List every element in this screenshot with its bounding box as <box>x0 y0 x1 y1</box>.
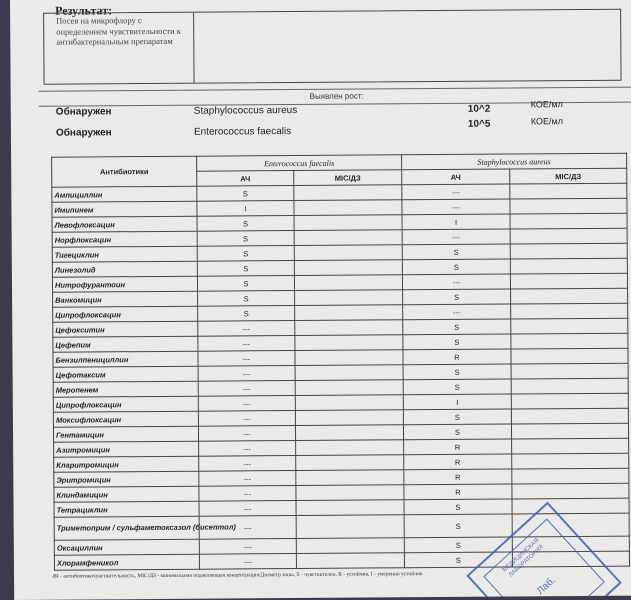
test-name: Посев на микрофлору с определением чувствительности к антибактериальным препаратам <box>44 13 194 84</box>
antibiotic-name: Бензилпенициллин <box>53 351 198 367</box>
sa-ach-cell: S <box>402 244 510 260</box>
col-mic: MIC/ДЗ <box>294 170 402 186</box>
sa-ach-cell: S <box>403 379 511 395</box>
ef-ach-cell: --- <box>198 426 295 442</box>
ef-ach-cell: S <box>197 186 294 202</box>
result-form <box>10 0 631 600</box>
sa-mic-cell <box>510 213 627 229</box>
ef-ach-cell: --- <box>199 456 296 472</box>
sa-ach-cell: S <box>404 537 512 553</box>
antibiotic-name: Эритромицин <box>54 471 199 487</box>
sa-ach-cell: S <box>403 334 511 350</box>
sa-mic-cell <box>511 423 628 439</box>
sa-mic-cell <box>512 438 629 454</box>
ef-mic-cell <box>295 425 403 441</box>
col-ach: АЧ <box>197 171 294 187</box>
sa-ach-cell: --- <box>403 304 511 320</box>
stamp-text: МЕДИЦИНСКАЯ ЛАБОРАТОРИЯ <box>501 537 545 579</box>
ef-mic-cell <box>294 200 402 216</box>
antibiotic-name: Ампициллин <box>52 186 197 202</box>
sa-mic-cell <box>511 393 628 409</box>
sa-ach-cell: --- <box>402 229 510 245</box>
antibiotic-name: Азитромицин <box>54 441 199 457</box>
sa-mic-cell <box>512 468 629 484</box>
ef-ach-cell: --- <box>199 486 296 502</box>
test-box <box>43 9 621 85</box>
ef-ach-cell: --- <box>199 441 296 457</box>
ef-ach-cell: --- <box>198 351 295 367</box>
sa-ach-cell: S <box>404 514 512 538</box>
sa-ach-cell: S <box>402 259 510 275</box>
ef-mic-cell <box>296 515 404 539</box>
org1-header: Enterococcus faecalis <box>197 155 402 171</box>
sa-ach-cell: R <box>404 469 512 485</box>
finding-unit: КОЕ/мл <box>530 116 563 127</box>
ef-mic-cell <box>294 260 402 276</box>
sa-ach-cell: S <box>403 409 511 425</box>
antibiotic-name: Ципрофлоксацин <box>53 396 198 412</box>
sa-mic-cell <box>511 378 628 394</box>
ef-ach-cell: S <box>198 291 295 307</box>
antibiotic-name: Клиндамицин <box>54 486 199 502</box>
antibiotic-name: Левофлоксацин <box>52 216 197 232</box>
sa-ach-cell: S <box>403 289 511 305</box>
ef-ach-cell: --- <box>199 554 296 570</box>
ef-mic-cell <box>295 305 403 321</box>
sa-ach-cell: S <box>403 319 511 335</box>
sa-ach-cell: --- <box>402 199 510 215</box>
antibiotic-name: Моксифлоксацин <box>53 411 198 427</box>
ef-ach-cell: --- <box>198 366 295 382</box>
ef-mic-cell <box>296 455 404 471</box>
sa-mic-cell <box>510 258 627 274</box>
finding-unit: КОЕ/мл <box>530 99 563 110</box>
antibiotic-name: Триметоприм / сульфаметоксазол (бисептол) <box>54 516 199 540</box>
ef-ach-cell: S <box>198 306 295 322</box>
ef-ach-cell: I <box>197 201 294 217</box>
ef-mic-cell <box>295 335 403 351</box>
antibiotic-name: Оксациллин <box>54 539 199 555</box>
antibiotic-name: Цефотаксим <box>53 366 198 382</box>
antibiotic-name: Имипинем <box>52 201 197 217</box>
finding-organism: Staphylococcus aureus <box>193 104 298 117</box>
antibiotic-name: Норфлоксацин <box>52 231 197 247</box>
ef-ach-cell: S <box>197 246 294 262</box>
finding-label: Обнаружен <box>55 106 112 118</box>
ef-ach-cell: S <box>197 276 294 292</box>
finding-label: Обнаружен <box>55 127 112 139</box>
sa-mic-cell <box>511 333 628 349</box>
sa-ach-cell: R <box>404 439 512 455</box>
sa-mic-cell <box>510 273 627 289</box>
finding-count: 10^5 <box>467 118 491 130</box>
ef-mic-cell <box>295 410 403 426</box>
sa-ach-cell: R <box>403 349 511 365</box>
antibiotic-name: Гентамицин <box>53 426 198 442</box>
ef-ach-cell: --- <box>198 396 295 412</box>
antibiotic-name: Тетрациклин <box>54 501 199 517</box>
sa-mic-cell <box>512 453 629 469</box>
ef-mic-cell <box>296 538 404 554</box>
sa-ach-cell: R <box>404 454 512 470</box>
sa-ach-cell: S <box>403 424 511 440</box>
sa-ach-cell: S <box>403 364 511 380</box>
sa-mic-cell <box>510 198 627 214</box>
sa-ach-cell: --- <box>402 274 510 290</box>
antibiotic-name: Линезолид <box>52 261 197 277</box>
sa-mic-cell <box>511 288 628 304</box>
ef-mic-cell <box>296 485 404 501</box>
sa-ach-cell: S <box>404 552 512 568</box>
footnote: АЧ - антибиотикочувствительность, MIC/ДЗ - минимальная подавляющая концентрация/Диаметр зоны, S - чувствителен, R - устойчив, I - умеренно устойчив <box>52 571 423 580</box>
ef-mic-cell <box>296 440 404 456</box>
col-mic: MIC/ДЗ <box>510 168 627 184</box>
ef-mic-cell <box>295 320 403 336</box>
stamp-signature: Лаб. <box>535 574 558 597</box>
sa-mic-cell <box>511 303 628 319</box>
sa-mic-cell <box>510 183 627 199</box>
sa-ach-cell: S <box>404 499 512 515</box>
ef-mic-cell <box>295 290 403 306</box>
ef-ach-cell: S <box>197 216 294 232</box>
ef-ach-cell: S <box>197 231 294 247</box>
ef-ach-cell: --- <box>198 321 295 337</box>
ef-mic-cell <box>294 185 402 201</box>
antibiotic-name: Цефокситин <box>53 321 198 337</box>
antibiotics-header: Антибиотики <box>52 156 197 187</box>
ef-ach-cell: --- <box>199 471 296 487</box>
sa-mic-cell <box>510 228 627 244</box>
ef-mic-cell <box>296 553 404 569</box>
ef-mic-cell <box>294 245 402 261</box>
ef-mic-cell <box>295 350 403 366</box>
sa-ach-cell: I <box>402 214 510 230</box>
ef-ach-cell: --- <box>198 336 295 352</box>
antibiotic-name: Хлорамфеникол <box>54 554 199 570</box>
ef-mic-cell <box>294 230 402 246</box>
ef-mic-cell <box>294 275 402 291</box>
antibiotic-name: Ванкомицин <box>53 291 198 307</box>
sa-ach-cell: I <box>403 394 511 410</box>
ef-mic-cell <box>296 470 404 486</box>
finding-row <box>11 116 631 142</box>
org2-header: Staphylococcus aureus <box>402 153 627 170</box>
antibiotic-name: Нитрофурантоин <box>52 276 197 292</box>
ef-ach-cell: S <box>197 261 294 277</box>
sa-mic-cell <box>510 243 627 259</box>
ef-ach-cell: --- <box>198 411 295 427</box>
ef-mic-cell <box>295 395 403 411</box>
ef-ach-cell: --- <box>198 381 295 397</box>
antibiotic-name: Тигециклин <box>52 246 197 262</box>
sa-mic-cell <box>511 363 628 379</box>
sa-mic-cell <box>511 318 628 334</box>
sa-ach-cell: R <box>404 484 512 500</box>
finding-count: 10^2 <box>467 103 491 115</box>
antibiotic-name: Ципрофлоксацин <box>53 306 198 322</box>
ef-mic-cell <box>295 380 403 396</box>
growth-header: Выявлен рост: <box>39 87 631 107</box>
finding-organism: Enterococcus faecalis <box>193 126 292 138</box>
result-label: Результат: <box>55 3 113 18</box>
col-ach: АЧ <box>402 169 510 185</box>
antibiotic-name: Кларитромицин <box>54 456 199 472</box>
sa-mic-cell <box>511 408 628 424</box>
ef-ach-cell: --- <box>199 516 296 540</box>
ef-ach-cell: --- <box>199 539 296 555</box>
sa-mic-cell <box>512 483 629 499</box>
antibiotic-name: Меропенем <box>53 381 198 397</box>
ef-mic-cell <box>294 215 402 231</box>
antibiotic-name: Цефепим <box>53 336 198 352</box>
ef-mic-cell <box>296 500 404 516</box>
ef-ach-cell: --- <box>199 501 296 517</box>
ef-mic-cell <box>295 365 403 381</box>
sa-mic-cell <box>512 498 629 514</box>
sa-ach-cell: --- <box>402 184 510 200</box>
sa-mic-cell <box>511 348 628 364</box>
